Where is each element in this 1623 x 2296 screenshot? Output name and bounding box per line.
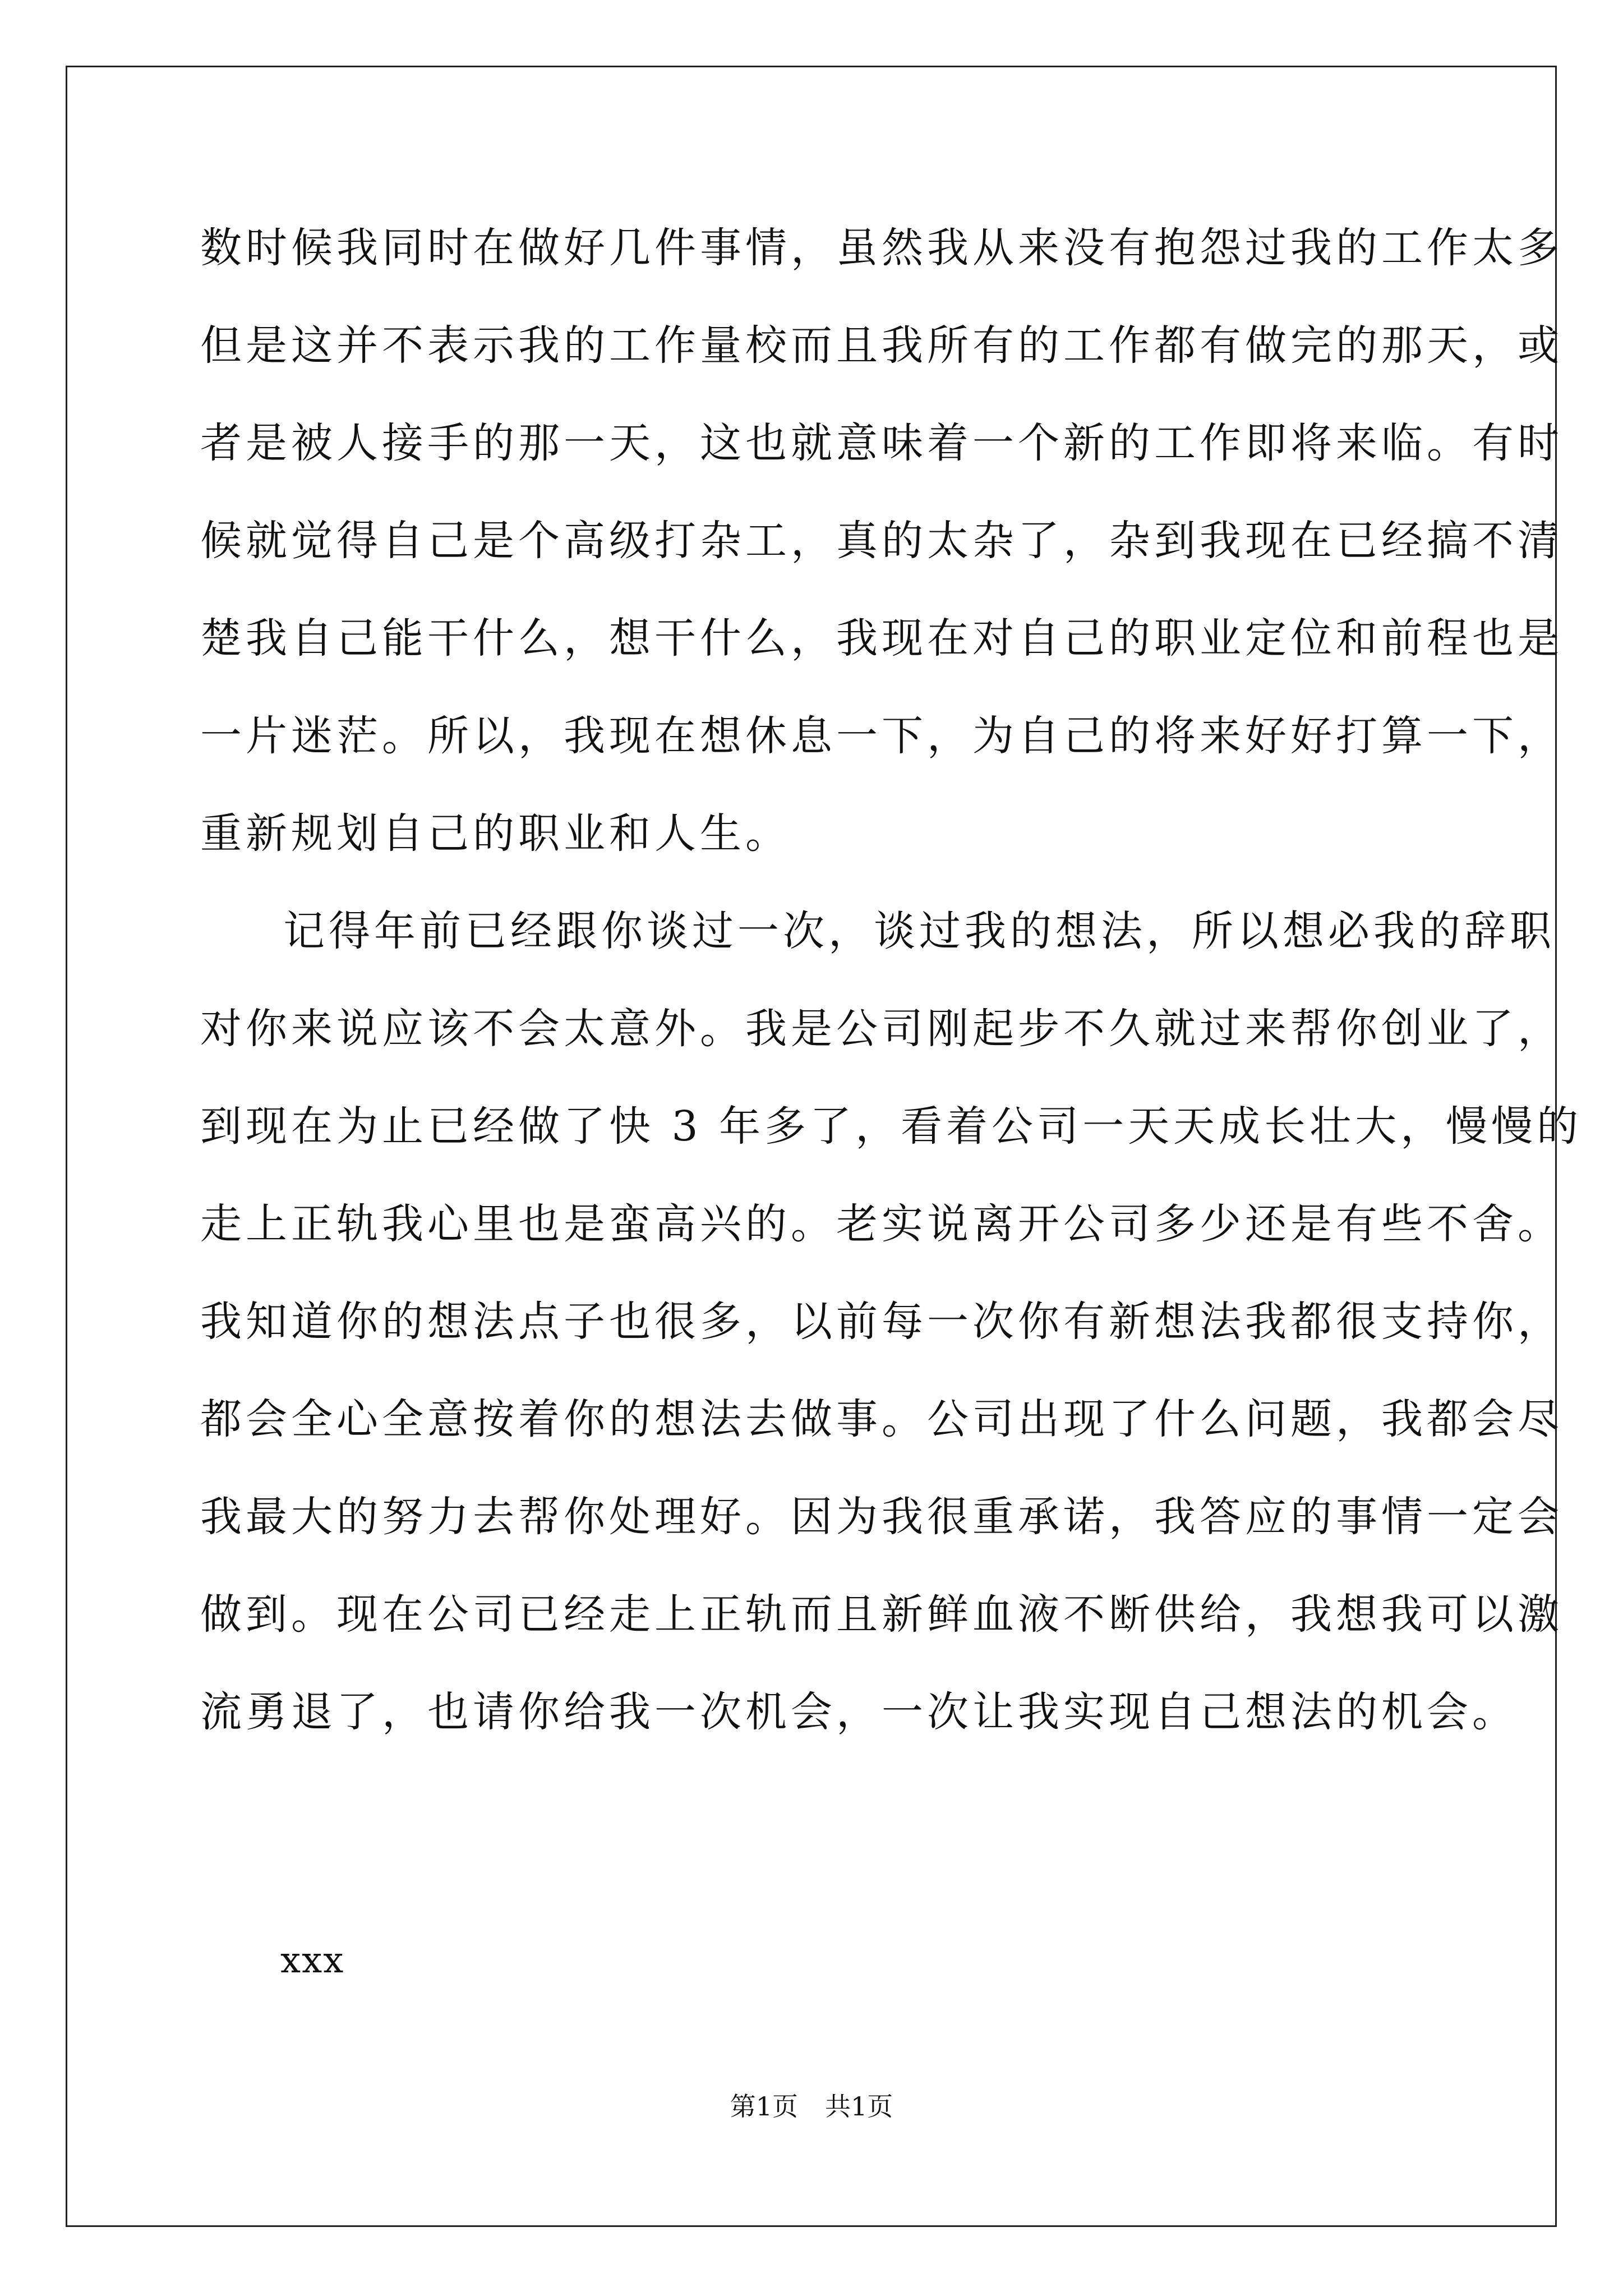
text-line: 但是这并不表示我的工作量校而且我所有的工作都有做完的那天，或 [200, 321, 1563, 370]
text-line: 一片迷茫。所以，我现在想休息一下，为自己的将来好好打算一下， [200, 712, 1563, 760]
page-number: 第1页 [730, 2091, 798, 2122]
page-total: 共1页 [825, 2091, 893, 2122]
page-footer [0, 2090, 1623, 2123]
text-line: 我最大的努力去帮你处理好。因为我很重承诺，我答应的事情一定会 [200, 1493, 1563, 1541]
text-line: 我知道你的想法点子也很多，以前每一次你有新想法我都很支持你， [200, 1297, 1563, 1346]
text-line: 楚我自己能干什么，想干什么，我现在对自己的职业定位和前程也是 [200, 614, 1563, 662]
text-line: 重新规划自己的职业和人生。 [200, 809, 791, 858]
signature: xxx [280, 1940, 345, 1981]
paragraph-start-line: 记得年前已经跟你谈过一次，谈过我的想法，所以想必我的辞职 [283, 907, 1555, 955]
text-line: 做到。现在公司已经走上正轨而且新鲜血液不断供给，我想我可以激 [200, 1590, 1563, 1639]
text-line: 者是被人接手的那一天，这也就意味着一个新的工作即将来临。有时 [200, 419, 1563, 467]
text-line: 都会全心全意按着你的想法去做事。公司出现了什么问题，我都会尽 [200, 1395, 1563, 1443]
text-line: 流勇退了，也请你给我一次机会，一次让我实现自己想法的机会。 [200, 1688, 1518, 1736]
document-body [200, 199, 1583, 1761]
text-line: 数时候我同时在做好几件事情，虽然我从来没有抱怨过我的工作太多 [200, 224, 1563, 272]
text-line: 对你来说应该不会太意外。我是公司刚起步不久就过来帮你创业了， [200, 1005, 1563, 1053]
text-line: 候就觉得自己是个高级打杂工，真的太杂了，杂到我现在已经搞不清 [200, 517, 1563, 565]
text-line: 走上正轨我心里也是蛮高兴的。老实说离开公司多少还是有些不舍。 [200, 1200, 1563, 1248]
text-line: 到现在为止已经做了快 3 年多了，看着公司一天天成长壮大，慢慢的 [200, 1102, 1583, 1151]
